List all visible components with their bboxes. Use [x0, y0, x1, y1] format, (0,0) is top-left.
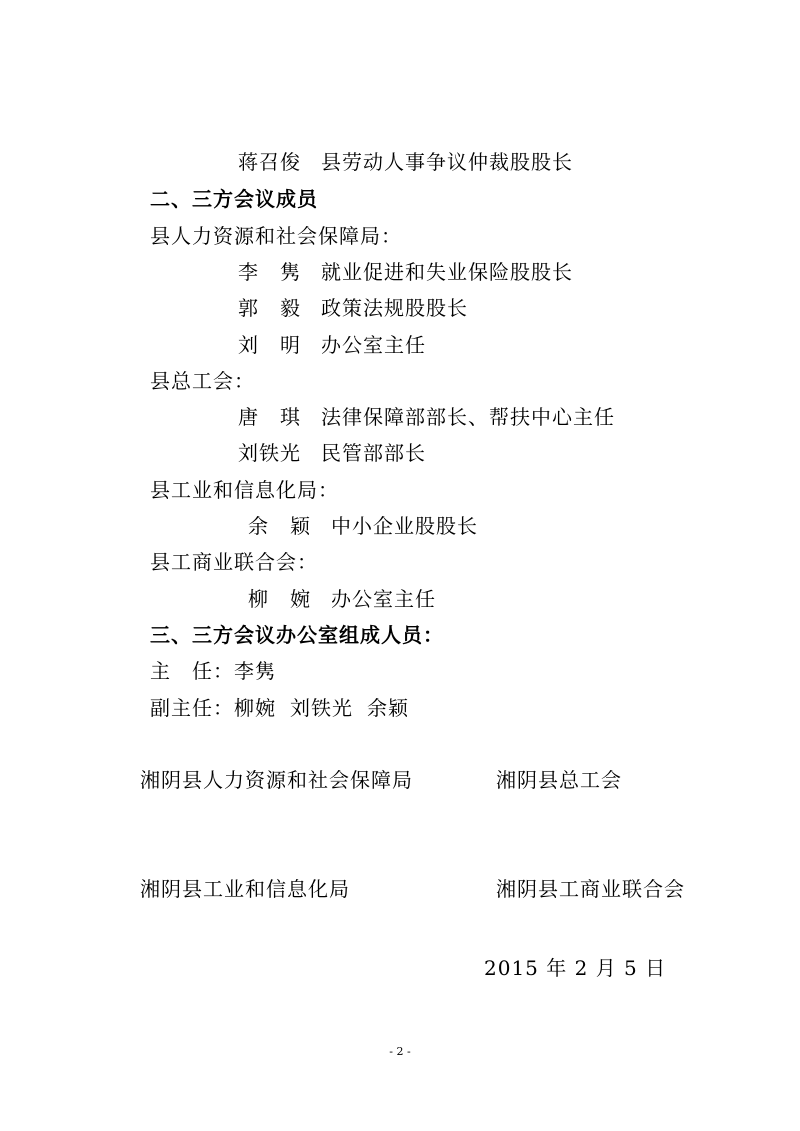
- member-title: 民管部部长: [321, 441, 426, 465]
- deputy-label: 副主任：: [150, 696, 234, 720]
- member-title: 中小企业股股长: [331, 514, 478, 538]
- member-name: 蒋召俊: [238, 150, 301, 174]
- signature-commerce-federation: 湘阴县工商业联合会: [496, 877, 685, 901]
- org-name: 县工商业联合会：: [150, 550, 318, 574]
- member-title: 政策法规股股长: [321, 296, 468, 320]
- page-number: - 2 -: [389, 1045, 411, 1058]
- org-name: 县人力资源和社会保障局：: [150, 224, 402, 248]
- member-title: 就业促进和失业保险股股长: [321, 260, 573, 284]
- office-deputies: [150, 696, 409, 720]
- member-title: 县劳动人事争议仲裁股股长: [321, 150, 573, 174]
- member-title: 办公室主任: [321, 333, 426, 357]
- deputy-name: 柳婉: [234, 696, 276, 720]
- member-row: [238, 441, 426, 465]
- top-entry: [238, 150, 573, 174]
- member-row: [248, 514, 478, 538]
- section-heading-office: 三、三方会议办公室组成人员：: [150, 623, 444, 647]
- member-row: [248, 587, 436, 611]
- deputy-name: 余颖: [367, 696, 409, 720]
- org-name: 县工业和信息化局：: [150, 478, 339, 502]
- member-name: 余 颖: [248, 514, 311, 538]
- signature-hrss-bureau: 湘阴县人力资源和社会保障局: [140, 768, 413, 792]
- section-heading-members: 二、三方会议成员: [150, 187, 318, 211]
- member-name: 李 隽: [238, 260, 301, 284]
- signature-trade-union: 湘阴县总工会: [496, 768, 622, 792]
- deputy-name: 刘铁光: [290, 696, 353, 720]
- member-row: [238, 296, 468, 320]
- signature-industry-bureau: 湘阴县工业和信息化局: [140, 877, 350, 901]
- member-name: 刘 明: [238, 333, 301, 357]
- member-title: 办公室主任: [331, 587, 436, 611]
- org-name: 县总工会：: [150, 369, 255, 393]
- member-name: 唐 琪: [238, 405, 301, 429]
- member-name: 刘铁光: [238, 441, 301, 465]
- office-director: 主 任：李隽: [150, 659, 276, 683]
- document-date: 2015 年 2 月 5 日: [484, 956, 667, 980]
- member-name: 郭 毅: [238, 296, 301, 320]
- member-row: [238, 405, 615, 429]
- member-row: [238, 333, 426, 357]
- member-title: 法律保障部部长、帮扶中心主任: [321, 405, 615, 429]
- member-name: 柳 婉: [248, 587, 311, 611]
- member-row: [238, 260, 573, 284]
